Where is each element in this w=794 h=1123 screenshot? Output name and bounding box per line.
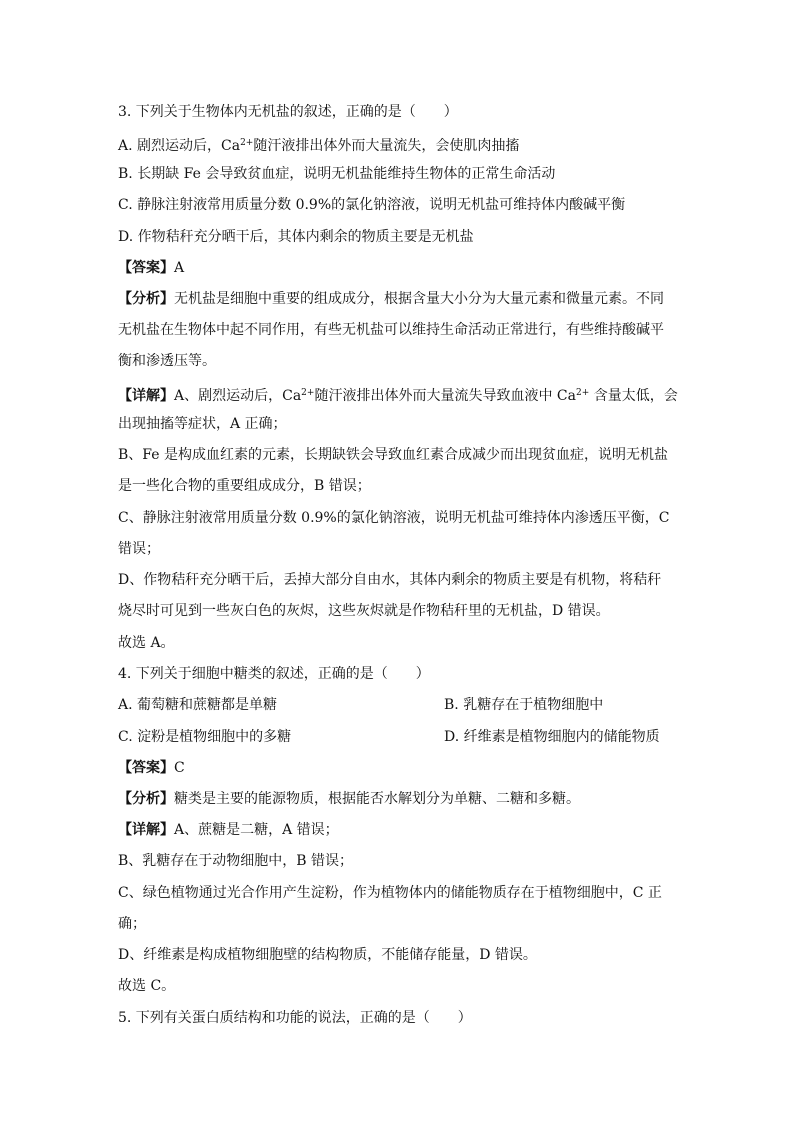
question-4-option-c: C. 淀粉是植物细胞中的多糖 [118, 729, 292, 745]
question-4-conclusion: 故选 C。 [118, 978, 176, 994]
question-4-stem: 4. 下列关于细胞中糖类的叙述，正确的是（ ） [118, 666, 430, 682]
question-4-detail-d: D、纤维素是构成植物细胞壁的结构物质，不能储存能量，D 错误。 [118, 947, 537, 963]
question-3-answer [118, 257, 678, 279]
question-4-analysis [118, 788, 678, 810]
question-3-detail-a-line-2: 出现抽搐等症状，A 正确； [118, 416, 287, 432]
answer-value: A [174, 260, 185, 276]
question-3-stem: 3. 下列关于生物体内无机盐的叙述，正确的是（ ） [118, 104, 458, 120]
question-3-detail-c-line-1: C、静脉注射液常用质量分数 0.9%的氯化钠溶液，说明无机盐可维持体内渗透压平衡，C [118, 510, 670, 526]
question-4-detail-c-line-1: C、绿色植物通过光合作用产生淀粉，作为植物体内的储能物质存在于植物细胞中，C 正 [118, 885, 662, 901]
option-a-text-post: 随汗液排出体外而大量流失，会使肌肉抽搐 [253, 138, 520, 154]
question-3-analysis-line-2: 无机盐在生物体中起不同作用，有些无机盐可以维持生命活动正常进行，有些维持酸碱平 [118, 322, 664, 338]
question-3-detail-c-line-2: 错误； [118, 541, 160, 557]
question-5-stem: 5. 下列有关蛋白质结构和功能的说法，正确的是（ ） [118, 1010, 472, 1026]
superscript: 2+ [575, 388, 590, 398]
analysis-text: 糖类是主要的能源物质，根据能否水解划分为单糖、二糖和多糖。 [174, 791, 580, 807]
question-3-detail-b-line-2: 是一些化合物的重要组成成分，B 错误； [118, 478, 371, 494]
question-3-analysis-line-1 [118, 288, 678, 310]
detail-a-post: 含量太低，会 [589, 388, 678, 404]
question-3-detail-d-line-2: 烧尽时可见到一些灰白色的灰烬，这些灰烬就是作物秸秆里的无机盐，D 错误。 [118, 603, 610, 619]
detail-a-text: A、蔗糖是二糖，A 错误； [174, 822, 339, 838]
question-3-analysis-line-3: 衡和渗透压等。 [118, 353, 216, 369]
question-4-option-b: B. 乳糖存在于植物细胞中 [444, 697, 604, 713]
question-4-detail-a [118, 819, 678, 841]
question-3-detail-a-line-1 [118, 382, 678, 404]
detail-a-pre: A、剧烈运动后，Ca [174, 388, 302, 404]
question-4-answer [118, 757, 678, 779]
question-3-option-c: C. 静脉注射液常用质量分数 0.9%的氯化钠溶液，说明无机盐可维持体内酸碱平衡 [118, 197, 626, 213]
question-3-conclusion: 故选 A。 [118, 635, 175, 651]
question-3-option-d: D. 作物秸秆充分晒干后，其体内剩余的物质主要是无机盐 [118, 229, 474, 245]
question-4-detail-c-line-2: 确； [118, 916, 146, 932]
question-4-option-d: D. 纤维素是植物细胞内的储能物质 [444, 729, 660, 745]
analysis-label: 【分析】 [118, 291, 174, 307]
question-3-detail-b-line-1: B、Fe 是构成血红素的元素，长期缺铁会导致血红素合成减少而出现贫血症，说明无机盐 [118, 447, 668, 463]
analysis-text: 无机盐是细胞中重要的组成成分，根据含量大小分为大量元素和微量元素。不同 [174, 291, 664, 307]
answer-label: 【答案】 [118, 760, 174, 776]
question-4-option-a: A. 葡萄糖和蔗糖都是单糖 [118, 697, 278, 713]
analysis-label: 【分析】 [118, 791, 174, 807]
question-3-option-b: B. 长期缺 Fe 会导致贫血症，说明无机盐能维持生物体的正常生命活动 [118, 166, 556, 182]
detail-a-mid: 随汗液排出体外而大量流失导致血液中 Ca [314, 388, 576, 404]
question-3-detail-d-line-1: D、作物秸秆充分晒干后，丢掉大部分自由水，其体内剩余的物质主要是有机物，将秸秆 [118, 572, 662, 588]
detail-label: 【详解】 [118, 388, 174, 404]
superscript: 2+ [240, 138, 254, 148]
question-4-detail-b: B、乳糖存在于动物细胞中，B 错误； [118, 853, 354, 869]
question-3-option-a [118, 132, 678, 154]
superscript: 2+ [301, 388, 315, 398]
answer-value: C [174, 760, 185, 776]
detail-label: 【详解】 [118, 822, 174, 838]
answer-label: 【答案】 [118, 260, 174, 276]
option-a-text-pre: A. 剧烈运动后，Ca [118, 138, 241, 154]
